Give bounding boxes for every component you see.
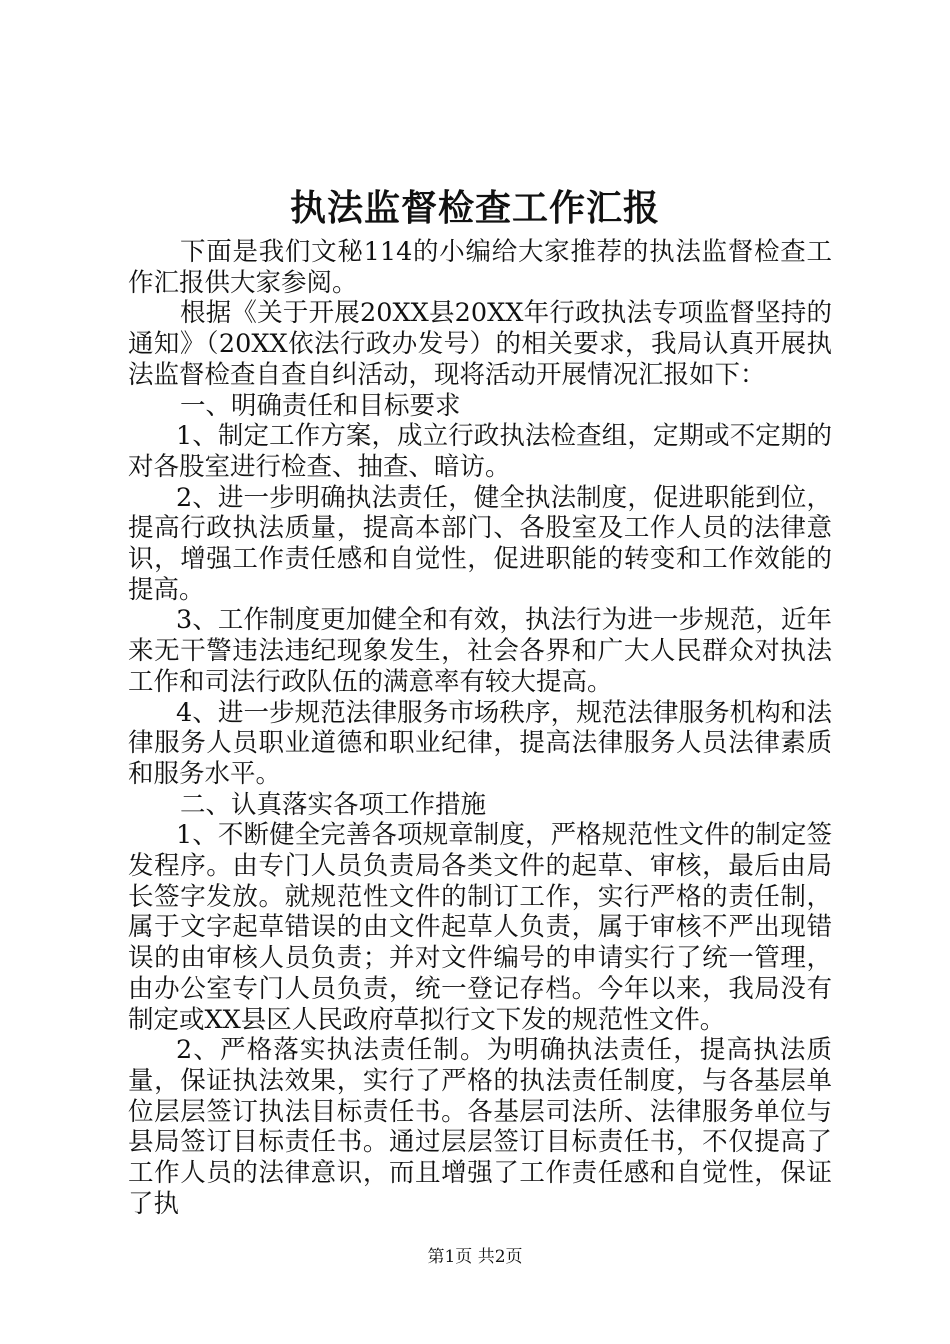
- paragraph-item-1-4: 4、进一步规范法律服务市场秩序，规范法律服务机构和法律服务人员职业道德和职业纪律，提高法律服务人员法律素质和服务水平。: [128, 697, 832, 789]
- paragraph-item-1-1: 1、制定工作方案，成立行政执法检查组，定期或不定期的对各股室进行检查、抽查、暗访。: [128, 421, 832, 482]
- paragraph-intro: 下面是我们文秘114的小编给大家推荐的执法监督检查工作汇报供大家参阅。: [128, 237, 832, 298]
- paragraph-item-2-1: 1、不断健全完善各项规章制度，严格规范性文件的制定签发程序。由专门人员负责局各类文件的起草、审核，最后由局长签字发放。就规范性文件的制订工作，实行严格的责任制，属于文字起草错误的由文件起草人负责，属于审核不严出现错误的由审核人员负责；并对文件编号的申请实行了统一管理，由办公室专门人员负责，统一登记存档。今年以来，我局没有制定或XX县区人民政府草拟行文下发的规范性文件。: [128, 820, 832, 1035]
- paragraph-item-1-2: 2、进一步明确执法责任，健全执法制度，促进职能到位，提高行政执法质量，提高本部门、各股室及工作人员的法律意识，增强工作责任感和自觉性，促进职能的转变和工作效能的提高。: [128, 482, 832, 605]
- document-body: [128, 237, 832, 1220]
- section-heading-2: 二、认真落实各项工作措施: [180, 789, 487, 820]
- document-title: 执法监督检查工作汇报: [289, 187, 660, 229]
- paragraph-item-1-3: 3、工作制度更加健全和有效，执法行为进一步规范，近年来无干警违法违纪现象发生，社会各界和广大人民群众对执法工作和司法行政队伍的满意率有较大提高。: [128, 605, 832, 697]
- paragraph-basis: 根据《关于开展20XX县20XX年行政执法专项监督坚持的通知》（20XX依法行政办发号）的相关要求，我局认真开展执法监督检查自查自纠活动，现将活动开展情况汇报如下：: [128, 298, 832, 390]
- section-heading-1: 一、明确责任和目标要求: [180, 390, 461, 421]
- paragraph-item-2-2: 2、严格落实执法责任制。为明确执法责任，提高执法质量，保证执法效果，实行了严格的执法责任制度，与各基层单位层层签订执法目标责任书。各基层司法所、法律服务单位与县局签订目标责任书。通过层层签订目标责任书，不仅提高了工作人员的法律意识，而且增强了工作责任感和自觉性，保证了执: [128, 1035, 832, 1219]
- page-footer: 第1页 共2页: [427, 1247, 523, 1267]
